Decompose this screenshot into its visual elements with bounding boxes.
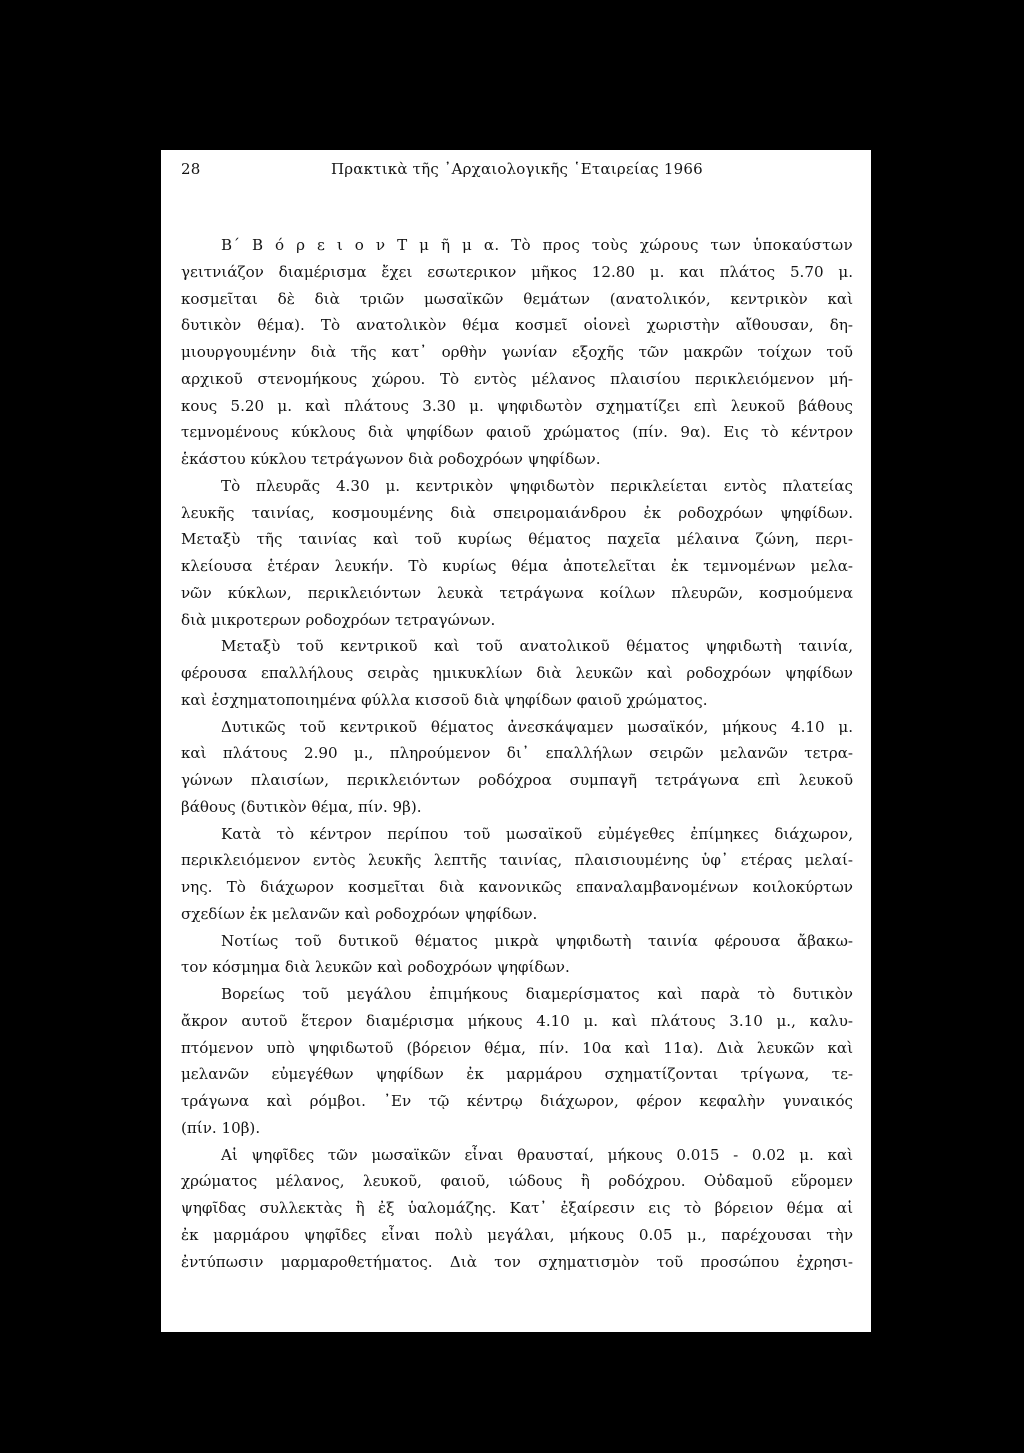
text-line: βάθους (δυτικὸν θέμα, πίν. 9β). xyxy=(181,797,422,816)
text-line: Βορείως τοῦ μεγάλου ἐπιμήκους διαμερίσματος καὶ παρὰ τὸ δυτικὸν xyxy=(221,985,853,1003)
text-line: περικλειόμενον εντὸς λευκῆς λεπτῆς ταινίας, πλαισιουμένης ὑφ᾿ ετέρας μελαί- xyxy=(181,851,853,870)
text-line: κοσμεῖται δὲ διὰ τριῶν μωσαϊκῶν θεμάτων (ανατολικόν, κεντρικὸν καὶ xyxy=(181,289,853,308)
text-line: κους 5.20 μ. καὶ πλάτους 3.30 μ. ψηφιδωτὸν σχηματίζει επὶ λευκοῦ βάθους xyxy=(181,396,853,415)
text-line: τον κόσμημα διὰ λευκῶν καὶ ροδοχρόων ψηφίδων. xyxy=(181,958,570,977)
text-line: Β΄ Β ό ρ ε ι ο ν Τ μ ῆ μ α. Τὸ προς τοὺς χώρους των ὑποκαύστων xyxy=(221,236,853,254)
text-line: πτόμενον υπὸ ψηφιδωτοῦ (βόρειον θέμα, πίν. 10α καὶ 11α). Διὰ λευκῶν καὶ xyxy=(181,1038,853,1057)
text-line: κλείουσα ἑτέραν λευκήν. Τὸ κυρίως θέμα ἀποτελεῖται ἐκ τεμνομένων μελα- xyxy=(181,557,853,575)
running-title: Πρακτικὰ τῆς ᾿Αρχαιολογικῆς ῾Εταιρείας 1966 xyxy=(331,160,703,178)
text-line: τράγωνα καὶ ρόμβοι. ᾿Εν τῷ κέντρῳ διάχωρον, φέρον κεφαλὴν γυναικός xyxy=(181,1092,853,1110)
text-line: γώνων πλαισίων, περικλειόντων ροδόχροα συμπαγῆ τετράγωνα επὶ λευκοῦ xyxy=(181,771,853,789)
text-line: Νοτίως τοῦ δυτικοῦ θέματος μικρὰ ψηφιδωτὴ ταινία φέρουσα ἄβακω- xyxy=(221,931,853,950)
text-line: χρώματος μέλανος, λευκοῦ, φαιοῦ, ιώδους ἢ ροδόχρου. Οὐδαμοῦ εὕρομεν xyxy=(181,1172,853,1191)
text-line: Δυτικῶς τοῦ κεντρικοῦ θέματος ἀνεσκάψαμεν μωσαϊκόν, μήκους 4.10 μ. xyxy=(221,717,853,736)
text-line: νῶν κύκλων, περικλειόντων λευκὰ τετράγωνα κοίλων πλευρῶν, κοσμούμενα xyxy=(181,583,853,602)
text-line: ἄκρον αυτοῦ ἕτερον διαμέρισμα μήκους 4.10 μ. καὶ πλάτους 3.10 μ., καλυ- xyxy=(181,1011,853,1030)
text-line: Μεταξὺ τοῦ κεντρικοῦ καὶ τοῦ ανατολικοῦ θέματος ψηφιδωτὴ ταινία, xyxy=(221,637,853,656)
text-line: φέρουσα επαλλήλους σειρὰς ημικυκλίων διὰ λευκῶν καὶ ροδοχρόων ψηφίδων xyxy=(181,664,853,682)
text-line: μελανῶν εὐμεγέθων ψηφίδων ἐκ μαρμάρου σχηματίζονται τρίγωνα, τε- xyxy=(181,1065,853,1084)
page-number: 28 xyxy=(181,160,201,178)
body-text xyxy=(181,232,853,1275)
text-line: νης. Τὸ διάχωρον κοσμεῖται διὰ κανονικῶς επαναλαμβανομένων κοιλοκύρτων xyxy=(181,878,853,896)
text-line: (πίν. 10β). xyxy=(181,1118,261,1137)
text-line: τεμνομένους κύκλους διὰ ψηφίδων φαιοῦ χρώματος (πίν. 9α). Εις τὸ κέντρον xyxy=(181,423,853,442)
text-line: ἑκάστου κύκλου τετράγωνον διὰ ροδοχρόων ψηφίδων. xyxy=(181,450,601,468)
text-line: μιουργουμένην διὰ τῆς κατ᾿ ορθὴν γωνίαν εξοχῆς τῶν μακρῶν τοίχων τοῦ xyxy=(181,343,853,361)
text-line: ψηφῖδας συλλεκτὰς ἢ ἐξ ὑαλομάζης. Κατ᾿ ἐξαίρεσιν εις τὸ βόρειον θέμα αἱ xyxy=(181,1199,853,1217)
text-line: σχεδίων ἐκ μελανῶν καὶ ροδοχρόων ψηφίδων. xyxy=(181,904,538,923)
text-line: ἐκ μαρμάρου ψηφῖδες εἶναι πολὺ μεγάλαι, μήκους 0.05 μ., παρέχουσαι τὴν xyxy=(181,1225,853,1244)
text-line: καὶ πλάτους 2.90 μ., πληρούμενον δι᾿ επαλλήλων σειρῶν μελανῶν τετρα- xyxy=(181,744,853,763)
text-line: καὶ ἐσχηματοποιημένα φύλλα κισσοῦ διὰ ψηφίδων φαιοῦ χρώματος. xyxy=(181,690,708,709)
text-line: Τὸ πλευρᾶς 4.30 μ. κεντρικὸν ψηφιδωτὸν περικλείεται εντὸς πλατείας xyxy=(221,476,853,495)
text-line: γειτνιάζον διαμέρισμα ἔχει εσωτερικον μῆκος 12.80 μ. και πλάτος 5.70 μ. xyxy=(181,262,853,281)
running-head xyxy=(181,160,853,184)
text-line: Μεταξὺ τῆς ταινίας καὶ τοῦ κυρίως θέματος παχεῖα μέλαινα ζώνη, περι- xyxy=(181,530,853,549)
text-line: διὰ μικροτερων ροδοχρόων τετραγώνων. xyxy=(181,610,496,629)
text-line: Κατὰ τὸ κέντρον περίπου τοῦ μωσαϊκοῦ εὐμέγεθες ἐπίμηκες διάχωρον, xyxy=(221,824,853,843)
text-line: αρχικοῦ στενομήκους χώρου. Τὸ εντὸς μέλανος πλαισίου περικλειόμενον μή- xyxy=(181,369,853,388)
text-line: λευκῆς ταινίας, κοσμουμένης διὰ σπειρομαιάνδρου ἐκ ροδοχρόων ψηφίδων. xyxy=(181,503,853,522)
text-line: ἐντύπωσιν μαρμαροθετήματος. Διὰ τον σχηματισμὸν τοῦ προσώπου ἐχρησι- xyxy=(181,1252,853,1271)
text-line: δυτικὸν θέμα). Τὸ ανατολικὸν θέμα κοσμεῖ οἱονεὶ χωριστὴν αἴθουσαν, δη- xyxy=(181,316,853,335)
document-page xyxy=(161,150,871,1332)
text-line: Αἱ ψηφῖδες τῶν μωσαϊκῶν εἶναι θραυσταί, μήκους 0.015 - 0.02 μ. καὶ xyxy=(221,1145,853,1164)
